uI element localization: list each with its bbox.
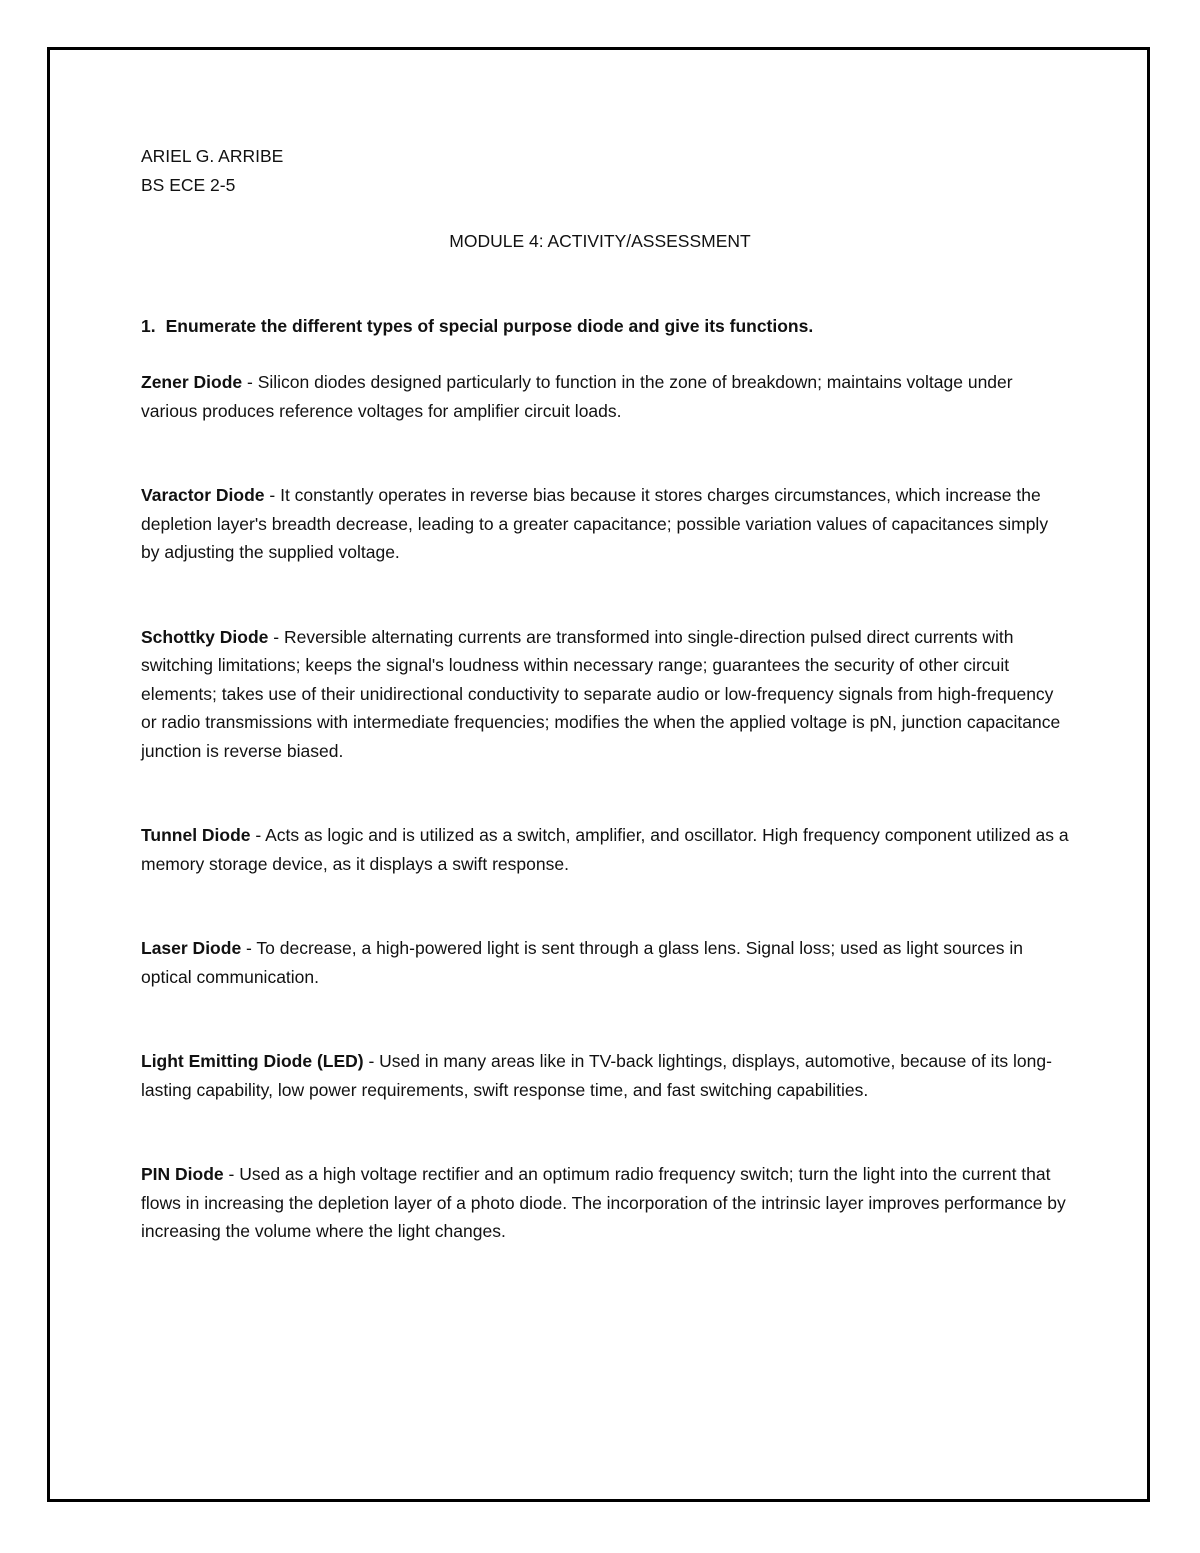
entry-led <box>141 1047 1071 1104</box>
question-heading <box>141 312 1071 341</box>
entry-term: Varactor Diode <box>141 485 265 505</box>
entry-term: Tunnel Diode <box>141 825 251 845</box>
question-number: 1. <box>141 315 156 336</box>
question-text: Enumerate the different types of special purpose diode and give its functions. <box>165 315 814 336</box>
entry-varactor-diode <box>141 481 1071 567</box>
entry-term: Laser Diode <box>141 938 242 958</box>
student-name: ARIEL G. ARRIBE <box>141 146 284 166</box>
entry-schottky-diode <box>141 623 1071 766</box>
entry-description: - Acts as logic and is utilized as a switch, amplifier, and oscillator. High frequency component utilized as a memory storage device, as it displays a swift response. <box>141 825 1069 874</box>
entry-description: - Reversible alternating currents are transformed into single-direction pulsed direct currents with switching limitations; keeps the signal's loudness within necessary range; guarantees the security of other circuit elements; takes use of their unidirectional conductivity to separate audio or low-frequency signals from high-frequency or radio transmissions with intermediate frequencies; modifies the when the applied voltage is pN, junction capacitance junction is reverse biased. <box>141 626 1061 761</box>
entry-description: - Silicon diodes designed particularly to function in the zone of breakdown; maintains voltage under various produces reference voltages for amplifier circuit loads. <box>141 372 1013 421</box>
entry-description: - Used as a high voltage rectifier and an optimum radio frequency switch; turn the light into the current that flows in increasing the depletion layer of a photo diode. The incorporation of the intrinsic layer improves performance by increasing the volume where the light changes. <box>141 1164 1066 1241</box>
entry-term: Zener Diode <box>141 372 243 392</box>
entry-description: - To decrease, a high-powered light is sent through a glass lens. Signal loss; used as light sources in optical communication. <box>141 938 1023 987</box>
module-title: MODULE 4: ACTIVITY/ASSESSMENT <box>449 231 751 251</box>
entry-term: Schottky Diode <box>141 626 269 647</box>
entry-tunnel-diode <box>141 821 1071 878</box>
document-body <box>141 142 1071 1246</box>
entry-description: - It constantly operates in reverse bias because it stores charges circumstances, which increase the depletion layer's breadth decrease, leading to a greater capacitance; possible variation values of capacitances simply by adjusting the supplied voltage. <box>141 485 1049 562</box>
entry-description: - Used in many areas like in TV-back lightings, displays, automotive, because of its long-lasting capability, low power requirements, swift response time, and fast switching capabilities. <box>141 1051 1052 1100</box>
entry-laser-diode <box>141 934 1071 991</box>
student-section: BS ECE 2-5 <box>141 174 236 195</box>
entry-zener-diode <box>141 368 1071 425</box>
entry-term: PIN Diode <box>141 1164 224 1184</box>
entry-term: Light Emitting Diode (LED) <box>141 1051 364 1071</box>
entry-pin-diode <box>141 1160 1071 1246</box>
